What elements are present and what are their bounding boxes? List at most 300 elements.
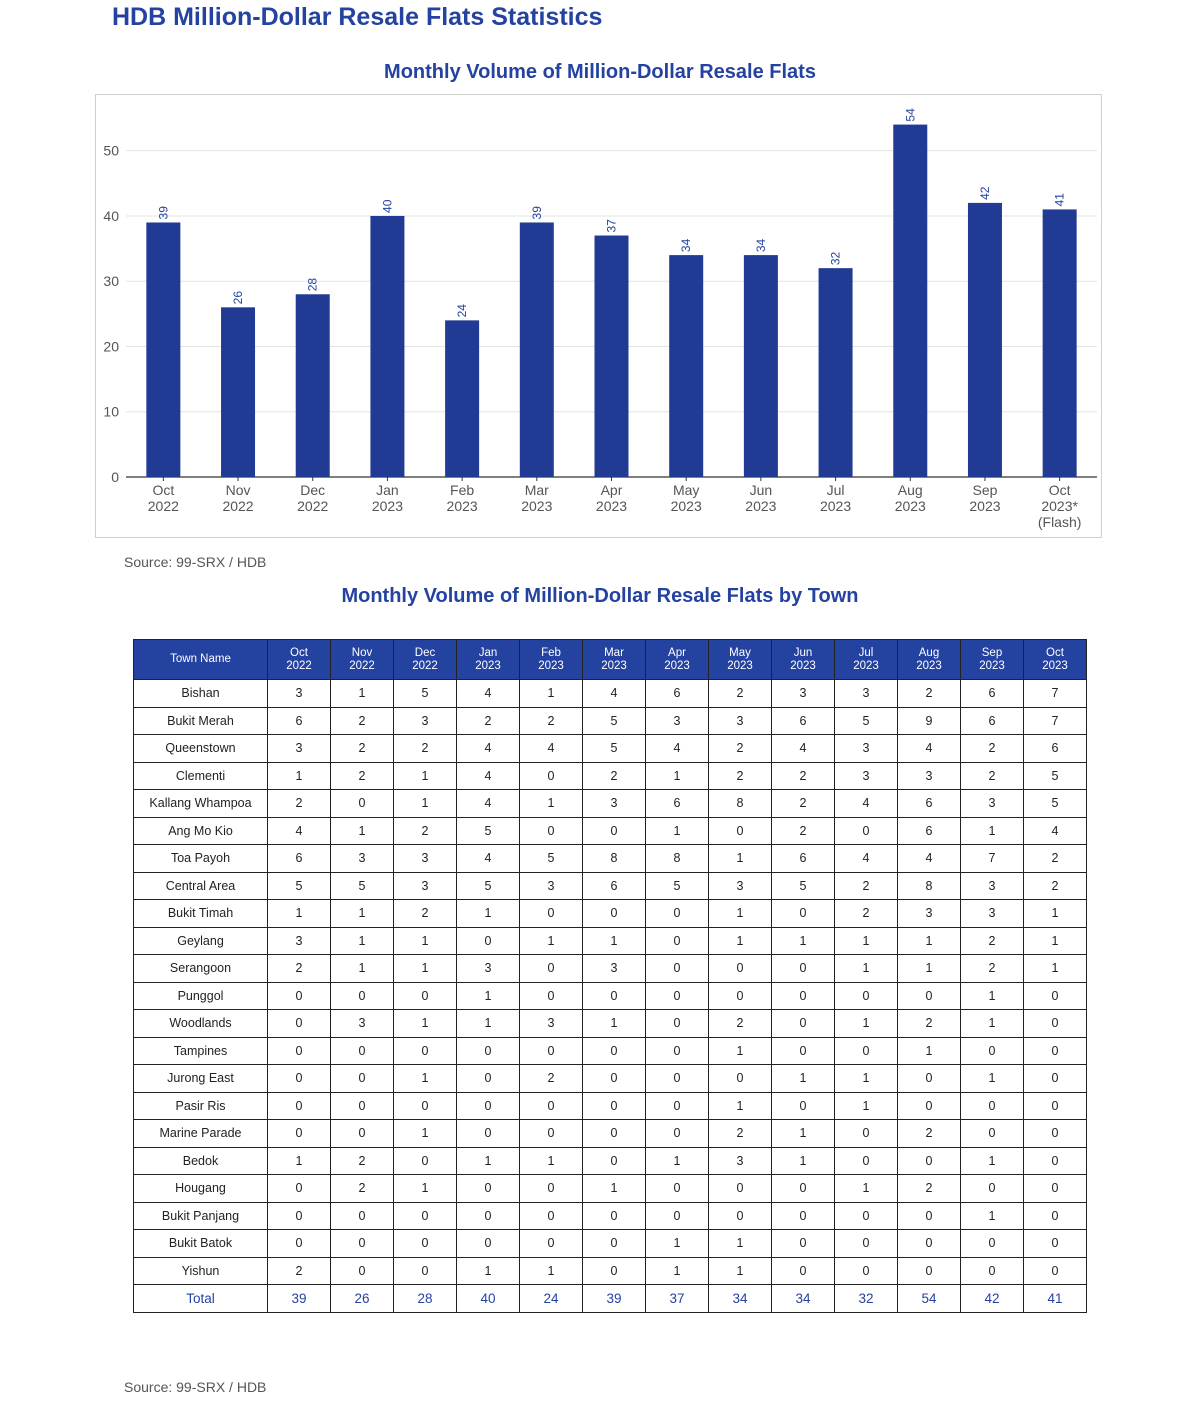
- count-cell: 1: [1024, 900, 1087, 928]
- bar: [893, 125, 927, 477]
- bar: [1043, 209, 1077, 477]
- count-cell: 0: [394, 982, 457, 1010]
- count-cell: 0: [646, 1010, 709, 1038]
- count-cell: 1: [1024, 955, 1087, 983]
- count-cell: 1: [583, 1175, 646, 1203]
- table-row: [134, 1175, 1087, 1203]
- count-cell: 1: [961, 1147, 1024, 1175]
- x-tick-label: 2023*: [1041, 498, 1078, 514]
- count-cell: 0: [646, 1037, 709, 1065]
- count-cell: 54: [898, 1285, 961, 1313]
- bar: [370, 216, 404, 477]
- count-cell: 3: [709, 707, 772, 735]
- count-cell: 1: [646, 1230, 709, 1258]
- x-tick-label: 2023: [969, 498, 1001, 514]
- bar: [744, 255, 778, 477]
- town-name-cell: Bukit Merah: [134, 707, 268, 735]
- count-cell: 2: [709, 762, 772, 790]
- x-tick-label: Aug: [897, 482, 923, 498]
- table-row: [134, 1065, 1087, 1093]
- count-cell: 6: [268, 845, 331, 873]
- bar: [968, 203, 1002, 477]
- header-month: Sep 2023: [961, 640, 1024, 680]
- count-cell: 0: [1024, 1092, 1087, 1120]
- count-cell: 2: [835, 872, 898, 900]
- town-name-cell: Total: [134, 1285, 268, 1313]
- count-cell: 0: [331, 1202, 394, 1230]
- count-cell: 1: [331, 927, 394, 955]
- x-tick-label: Jun: [749, 482, 773, 498]
- table-row: [134, 1037, 1087, 1065]
- count-cell: 0: [772, 1202, 835, 1230]
- count-cell: 0: [1024, 982, 1087, 1010]
- count-cell: 3: [520, 1010, 583, 1038]
- count-cell: 1: [583, 1010, 646, 1038]
- count-cell: 1: [394, 927, 457, 955]
- bar: [520, 222, 554, 477]
- x-tick-label: Feb: [450, 482, 475, 498]
- count-cell: 7: [1024, 680, 1087, 708]
- count-cell: 6: [898, 817, 961, 845]
- count-cell: 1: [520, 680, 583, 708]
- count-cell: 1: [394, 955, 457, 983]
- count-cell: 1: [1024, 927, 1087, 955]
- count-cell: 4: [772, 735, 835, 763]
- count-cell: 0: [898, 1092, 961, 1120]
- count-cell: 2: [772, 790, 835, 818]
- bar: [445, 320, 479, 477]
- count-cell: 1: [268, 762, 331, 790]
- header-month: Jan 2023: [457, 640, 520, 680]
- table-row: [134, 1257, 1087, 1285]
- town-name-cell: Bishan: [134, 680, 268, 708]
- count-cell: 42: [961, 1285, 1024, 1313]
- count-cell: 2: [331, 762, 394, 790]
- town-name-cell: Serangoon: [134, 955, 268, 983]
- count-cell: 1: [709, 900, 772, 928]
- town-name-cell: Punggol: [134, 982, 268, 1010]
- count-cell: 4: [457, 735, 520, 763]
- count-cell: 2: [268, 955, 331, 983]
- data-label: 39: [529, 206, 544, 220]
- table-row: [134, 1092, 1087, 1120]
- count-cell: 6: [772, 707, 835, 735]
- count-cell: 2: [772, 762, 835, 790]
- count-cell: 2: [835, 900, 898, 928]
- count-cell: 0: [961, 1257, 1024, 1285]
- count-cell: 0: [898, 1202, 961, 1230]
- count-cell: 0: [268, 1120, 331, 1148]
- count-cell: 3: [583, 955, 646, 983]
- count-cell: 0: [520, 1120, 583, 1148]
- count-cell: 1: [394, 1120, 457, 1148]
- count-cell: 3: [268, 680, 331, 708]
- count-cell: 0: [898, 1065, 961, 1093]
- count-cell: 2: [268, 790, 331, 818]
- count-cell: 1: [772, 1147, 835, 1175]
- count-cell: 5: [583, 735, 646, 763]
- count-cell: 2: [520, 707, 583, 735]
- count-cell: 4: [898, 845, 961, 873]
- count-cell: 0: [583, 1257, 646, 1285]
- count-cell: 1: [835, 1092, 898, 1120]
- x-tick-label: 2022: [222, 498, 254, 514]
- count-cell: 0: [268, 1065, 331, 1093]
- count-cell: 0: [961, 1037, 1024, 1065]
- count-cell: 1: [457, 1257, 520, 1285]
- count-cell: 1: [961, 1202, 1024, 1230]
- count-cell: 0: [520, 1230, 583, 1258]
- town-name-cell: Clementi: [134, 762, 268, 790]
- count-cell: 0: [961, 1230, 1024, 1258]
- count-cell: 2: [331, 735, 394, 763]
- count-cell: 1: [772, 1120, 835, 1148]
- count-cell: 3: [394, 872, 457, 900]
- count-cell: 1: [457, 1147, 520, 1175]
- count-cell: 2: [961, 927, 1024, 955]
- x-tick-label: Mar: [524, 482, 549, 498]
- count-cell: 0: [709, 1175, 772, 1203]
- count-cell: 32: [835, 1285, 898, 1313]
- town-name-cell: Ang Mo Kio: [134, 817, 268, 845]
- count-cell: 3: [772, 680, 835, 708]
- table-row: [134, 735, 1087, 763]
- count-cell: 3: [961, 900, 1024, 928]
- count-cell: 1: [898, 955, 961, 983]
- count-cell: 41: [1024, 1285, 1087, 1313]
- count-cell: 1: [835, 1010, 898, 1038]
- header-month: Oct 2022: [268, 640, 331, 680]
- count-cell: 3: [394, 845, 457, 873]
- count-cell: 0: [772, 982, 835, 1010]
- count-cell: 0: [331, 982, 394, 1010]
- count-cell: 3: [709, 1147, 772, 1175]
- header-month: Apr 2023: [646, 640, 709, 680]
- count-cell: 4: [457, 790, 520, 818]
- bar: [221, 307, 255, 477]
- data-label: 41: [1052, 193, 1067, 207]
- count-cell: 1: [709, 845, 772, 873]
- count-cell: 0: [1024, 1175, 1087, 1203]
- chart-frame: [95, 94, 1102, 538]
- chart-title: Monthly Volume of Million-Dollar Resale Flats: [384, 61, 816, 83]
- data-label: 37: [604, 219, 619, 233]
- table-body: [134, 680, 1087, 1313]
- count-cell: 0: [268, 1175, 331, 1203]
- count-cell: 1: [457, 982, 520, 1010]
- count-cell: 0: [646, 1175, 709, 1203]
- count-cell: 1: [331, 955, 394, 983]
- count-cell: 6: [772, 845, 835, 873]
- count-cell: 1: [394, 1010, 457, 1038]
- count-cell: 0: [898, 982, 961, 1010]
- count-cell: 6: [646, 790, 709, 818]
- count-cell: 0: [898, 1230, 961, 1258]
- count-cell: 0: [394, 1037, 457, 1065]
- header-month: Feb 2023: [520, 640, 583, 680]
- count-cell: 2: [394, 900, 457, 928]
- count-cell: 0: [835, 1230, 898, 1258]
- count-cell: 2: [1024, 872, 1087, 900]
- count-cell: 5: [772, 872, 835, 900]
- town-name-cell: Jurong East: [134, 1065, 268, 1093]
- count-cell: 0: [835, 982, 898, 1010]
- table-row: [134, 1202, 1087, 1230]
- x-tick-label: Sep: [972, 482, 998, 498]
- count-cell: 4: [835, 845, 898, 873]
- count-cell: 0: [457, 1065, 520, 1093]
- count-cell: 2: [772, 817, 835, 845]
- count-cell: 0: [835, 1257, 898, 1285]
- town-table: [133, 639, 1087, 1313]
- header-month: Jul 2023: [835, 640, 898, 680]
- count-cell: 0: [268, 1230, 331, 1258]
- count-cell: 0: [583, 1202, 646, 1230]
- count-cell: 0: [520, 955, 583, 983]
- count-cell: 0: [268, 1037, 331, 1065]
- count-cell: 0: [457, 1175, 520, 1203]
- count-cell: 4: [457, 845, 520, 873]
- count-cell: 39: [583, 1285, 646, 1313]
- count-cell: 0: [772, 1010, 835, 1038]
- count-cell: 1: [268, 900, 331, 928]
- count-cell: 0: [835, 817, 898, 845]
- header-month: Mar 2023: [583, 640, 646, 680]
- bar: [669, 255, 703, 477]
- table-row: [134, 872, 1087, 900]
- y-tick-label: 0: [111, 469, 119, 485]
- table-row: [134, 927, 1087, 955]
- count-cell: 0: [772, 1092, 835, 1120]
- count-cell: 9: [898, 707, 961, 735]
- data-label: 26: [231, 290, 246, 305]
- count-cell: 1: [772, 1065, 835, 1093]
- count-cell: 5: [457, 872, 520, 900]
- count-cell: 4: [898, 735, 961, 763]
- town-name-cell: Central Area: [134, 872, 268, 900]
- table-row: [134, 1147, 1087, 1175]
- count-cell: 0: [520, 1202, 583, 1230]
- table-row: [134, 762, 1087, 790]
- count-cell: 2: [961, 762, 1024, 790]
- count-cell: 28: [394, 1285, 457, 1313]
- count-cell: 0: [583, 1065, 646, 1093]
- count-cell: 4: [268, 817, 331, 845]
- y-tick-label: 10: [103, 403, 119, 420]
- count-cell: 1: [961, 982, 1024, 1010]
- count-cell: 0: [331, 1092, 394, 1120]
- header-month: Aug 2023: [898, 640, 961, 680]
- count-cell: 3: [646, 707, 709, 735]
- count-cell: 4: [520, 735, 583, 763]
- count-cell: 6: [646, 680, 709, 708]
- count-cell: 0: [1024, 1202, 1087, 1230]
- bar-chart: [96, 95, 1101, 537]
- count-cell: 0: [457, 1092, 520, 1120]
- count-cell: 0: [772, 955, 835, 983]
- count-cell: 2: [457, 707, 520, 735]
- data-label: 24: [455, 304, 470, 318]
- x-tick-label: 2023: [819, 498, 852, 514]
- count-cell: 1: [520, 790, 583, 818]
- count-cell: 0: [1024, 1120, 1087, 1148]
- x-tick-label: 2022: [147, 498, 179, 514]
- count-cell: 7: [961, 845, 1024, 873]
- count-cell: 24: [520, 1285, 583, 1313]
- count-cell: 1: [835, 927, 898, 955]
- count-cell: 0: [394, 1230, 457, 1258]
- count-cell: 2: [709, 1120, 772, 1148]
- count-cell: 1: [898, 927, 961, 955]
- x-tick-label: 2023: [595, 498, 628, 514]
- table-row: [134, 955, 1087, 983]
- count-cell: 0: [1024, 1147, 1087, 1175]
- count-cell: 0: [646, 1065, 709, 1093]
- count-cell: 1: [331, 817, 394, 845]
- count-cell: 1: [646, 817, 709, 845]
- count-cell: 5: [457, 817, 520, 845]
- count-cell: 0: [646, 1120, 709, 1148]
- count-cell: 0: [1024, 1065, 1087, 1093]
- table-row: [134, 1120, 1087, 1148]
- count-cell: 0: [583, 817, 646, 845]
- y-tick-label: 20: [103, 338, 119, 355]
- count-cell: 0: [394, 1092, 457, 1120]
- town-name-cell: Queenstown: [134, 735, 268, 763]
- count-cell: 0: [520, 1175, 583, 1203]
- count-cell: 0: [835, 1202, 898, 1230]
- count-cell: 5: [1024, 762, 1087, 790]
- count-cell: 3: [961, 872, 1024, 900]
- header-month: Nov 2022: [331, 640, 394, 680]
- header-month: Oct 2023: [1024, 640, 1087, 680]
- count-cell: 5: [394, 680, 457, 708]
- data-label: 34: [679, 238, 694, 253]
- count-cell: 1: [709, 1257, 772, 1285]
- count-cell: 6: [1024, 735, 1087, 763]
- x-tick-label: Oct: [1048, 482, 1071, 498]
- count-cell: 2: [331, 1147, 394, 1175]
- count-cell: 1: [709, 1037, 772, 1065]
- count-cell: 1: [709, 1092, 772, 1120]
- count-cell: 2: [898, 680, 961, 708]
- count-cell: 0: [331, 1120, 394, 1148]
- count-cell: 0: [331, 1230, 394, 1258]
- count-cell: 0: [520, 1092, 583, 1120]
- x-tick-label: Jan: [376, 482, 399, 498]
- x-tick-label: 2023: [894, 498, 926, 514]
- count-cell: 0: [583, 1147, 646, 1175]
- header-town-name: Town Name: [134, 640, 268, 680]
- count-cell: 3: [520, 872, 583, 900]
- count-cell: 1: [961, 1065, 1024, 1093]
- count-cell: 1: [646, 762, 709, 790]
- y-tick-label: 30: [103, 273, 119, 290]
- x-tick-label: Nov: [225, 482, 251, 498]
- data-label: 34: [753, 238, 768, 253]
- town-name-cell: Bukit Panjang: [134, 1202, 268, 1230]
- count-cell: 0: [394, 1202, 457, 1230]
- count-cell: 1: [457, 900, 520, 928]
- count-cell: 0: [709, 817, 772, 845]
- count-cell: 0: [772, 1230, 835, 1258]
- total-row: [134, 1285, 1087, 1313]
- data-label: 32: [828, 251, 843, 266]
- count-cell: 0: [835, 1120, 898, 1148]
- count-cell: 0: [583, 1230, 646, 1258]
- count-cell: 1: [961, 817, 1024, 845]
- count-cell: 0: [583, 1037, 646, 1065]
- count-cell: 1: [268, 1147, 331, 1175]
- count-cell: 0: [646, 900, 709, 928]
- count-cell: 3: [268, 735, 331, 763]
- count-cell: 6: [961, 707, 1024, 735]
- data-label: 54: [903, 108, 918, 122]
- count-cell: 3: [268, 927, 331, 955]
- count-cell: 5: [331, 872, 394, 900]
- count-cell: 3: [835, 680, 898, 708]
- count-cell: 2: [961, 955, 1024, 983]
- table-row: [134, 982, 1087, 1010]
- count-cell: 1: [520, 1257, 583, 1285]
- count-cell: 2: [394, 735, 457, 763]
- count-cell: 3: [898, 762, 961, 790]
- count-cell: 3: [835, 735, 898, 763]
- count-cell: 34: [709, 1285, 772, 1313]
- count-cell: 0: [1024, 1037, 1087, 1065]
- table-row: [134, 790, 1087, 818]
- count-cell: 0: [835, 1147, 898, 1175]
- count-cell: 0: [1024, 1257, 1087, 1285]
- town-name-cell: Tampines: [134, 1037, 268, 1065]
- count-cell: 0: [646, 927, 709, 955]
- table-source: Source: 99-SRX / HDB: [124, 1379, 267, 1395]
- table-header-row: [134, 640, 1087, 680]
- table-row: [134, 707, 1087, 735]
- count-cell: 1: [646, 1147, 709, 1175]
- table-row: [134, 1230, 1087, 1258]
- count-cell: 0: [772, 1175, 835, 1203]
- count-cell: 0: [520, 762, 583, 790]
- count-cell: 6: [898, 790, 961, 818]
- x-tick-label: 2023: [521, 498, 553, 514]
- count-cell: 7: [1024, 707, 1087, 735]
- count-cell: 1: [394, 790, 457, 818]
- count-cell: 4: [583, 680, 646, 708]
- count-cell: 6: [268, 707, 331, 735]
- count-cell: 2: [709, 680, 772, 708]
- town-name-cell: Toa Payoh: [134, 845, 268, 873]
- count-cell: 0: [583, 900, 646, 928]
- count-cell: 2: [520, 1065, 583, 1093]
- bar: [146, 222, 180, 477]
- count-cell: 1: [835, 1175, 898, 1203]
- count-cell: 0: [268, 1202, 331, 1230]
- count-cell: 0: [1024, 1010, 1087, 1038]
- count-cell: 1: [331, 680, 394, 708]
- count-cell: 0: [457, 927, 520, 955]
- x-tick-label: Jul: [826, 482, 845, 498]
- count-cell: 3: [457, 955, 520, 983]
- count-cell: 5: [1024, 790, 1087, 818]
- town-name-cell: Woodlands: [134, 1010, 268, 1038]
- count-cell: 2: [898, 1120, 961, 1148]
- count-cell: 8: [646, 845, 709, 873]
- count-cell: 0: [457, 1037, 520, 1065]
- count-cell: 0: [961, 1092, 1024, 1120]
- page-title: HDB Million-Dollar Resale Flats Statistics: [112, 3, 603, 31]
- count-cell: 1: [331, 900, 394, 928]
